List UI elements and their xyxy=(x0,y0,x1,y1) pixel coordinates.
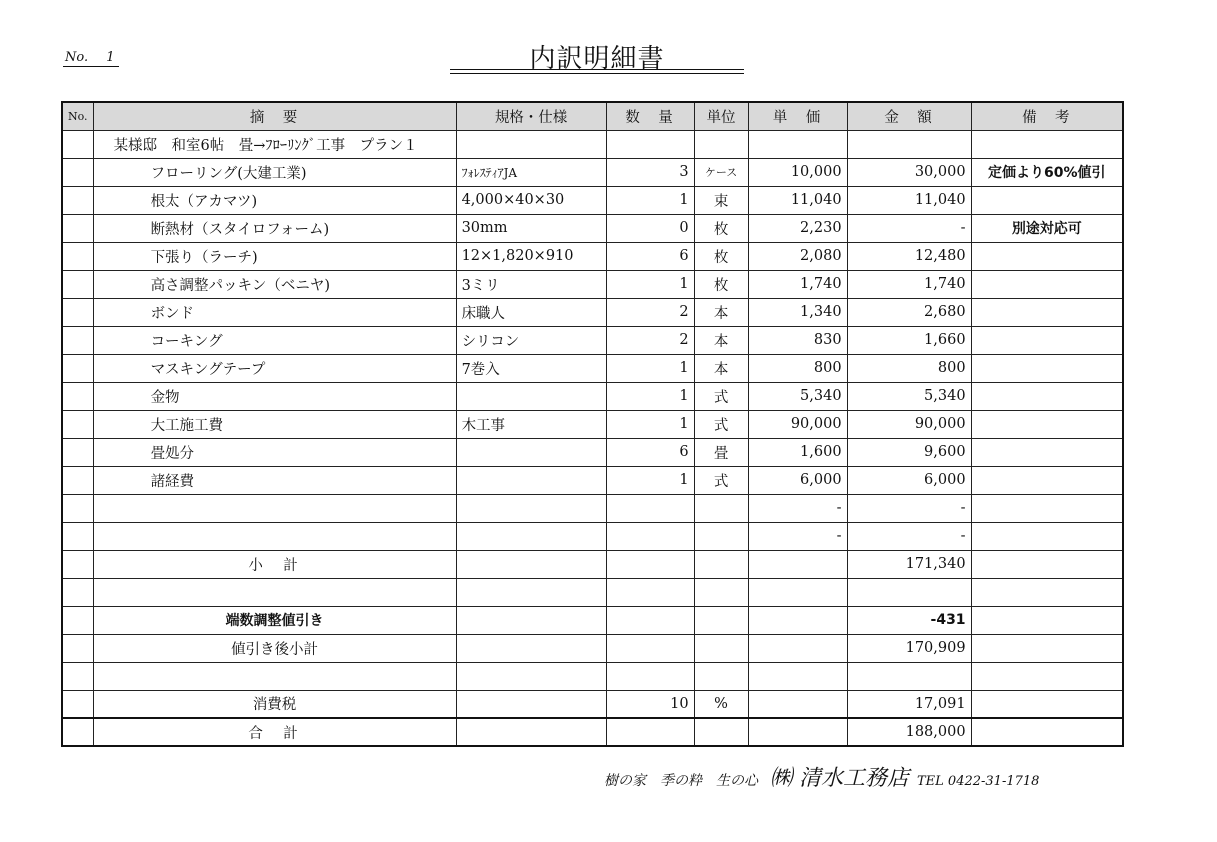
table-row xyxy=(62,410,1123,438)
item-quantity: 2 xyxy=(606,298,694,326)
item-unit-price: 10,000 xyxy=(748,158,847,186)
after-discount-amount: 170,909 xyxy=(847,634,971,662)
item-description xyxy=(93,494,456,522)
item-unit: 式 xyxy=(694,410,748,438)
item-unit-price: 11,040 xyxy=(748,186,847,214)
total-amount: 188,000 xyxy=(847,718,971,746)
item-unit xyxy=(694,522,748,550)
item-spec xyxy=(456,382,606,410)
item-description: ボンド xyxy=(93,298,456,326)
item-remarks xyxy=(971,298,1123,326)
col-header-unit-price: 単 価 xyxy=(748,102,847,130)
document-number-value: 1 xyxy=(106,50,115,65)
item-remarks: 定価より60%値引 xyxy=(971,158,1123,186)
tax-row xyxy=(62,690,1123,718)
document-number-label: No. xyxy=(65,50,89,65)
item-unit-price: 1,740 xyxy=(748,270,847,298)
item-description: マスキングテープ xyxy=(93,354,456,382)
table-row xyxy=(62,354,1123,382)
item-unit: 本 xyxy=(694,326,748,354)
item-amount: 11,040 xyxy=(847,186,971,214)
item-unit-price: - xyxy=(748,522,847,550)
item-quantity: 1 xyxy=(606,466,694,494)
item-unit-price: 2,230 xyxy=(748,214,847,242)
item-description: コーキング xyxy=(93,326,456,354)
item-spec: 3ミリ xyxy=(456,270,606,298)
blank-row xyxy=(62,578,1123,606)
item-quantity xyxy=(606,522,694,550)
item-quantity: 1 xyxy=(606,354,694,382)
item-unit-price: 90,000 xyxy=(748,410,847,438)
col-header-amount: 金 額 xyxy=(847,102,971,130)
table-row xyxy=(62,522,1123,550)
total-row xyxy=(62,718,1123,746)
table-row xyxy=(62,242,1123,270)
table-row xyxy=(62,158,1123,186)
item-amount: 1,660 xyxy=(847,326,971,354)
tax-label: 消費税 xyxy=(93,690,456,718)
table-row xyxy=(62,214,1123,242)
company-footer xyxy=(604,761,1039,792)
item-spec: 30mm xyxy=(456,214,606,242)
item-spec: 床職人 xyxy=(456,298,606,326)
item-remarks xyxy=(971,438,1123,466)
adjustment-row xyxy=(62,606,1123,634)
subtotal-amount: 171,340 xyxy=(847,550,971,578)
item-remarks xyxy=(971,270,1123,298)
col-header-spec: 規格・仕様 xyxy=(456,102,606,130)
item-unit-price: 800 xyxy=(748,354,847,382)
company-motto: 樹の家 季の粋 生の心 xyxy=(604,773,758,789)
item-description: 畳処分 xyxy=(93,438,456,466)
item-description: 断熱材（スタイロフォーム) xyxy=(93,214,456,242)
title-double-rule xyxy=(450,69,744,74)
total-label: 合 計 xyxy=(93,718,456,746)
col-header-unit: 単位 xyxy=(694,102,748,130)
item-amount: 12,480 xyxy=(847,242,971,270)
item-spec: シリコン xyxy=(456,326,606,354)
item-unit: 束 xyxy=(694,186,748,214)
item-unit: 枚 xyxy=(694,270,748,298)
item-amount: 800 xyxy=(847,354,971,382)
item-quantity: 1 xyxy=(606,186,694,214)
item-description: 高さ調整パッキン（ベニヤ) xyxy=(93,270,456,298)
adjustment-amount: -431 xyxy=(847,606,971,634)
item-spec: ﾌｫﾚｽﾃｨｱJA xyxy=(456,158,606,186)
item-description: 根太（アカマツ) xyxy=(93,186,456,214)
item-remarks xyxy=(971,410,1123,438)
item-amount: 6,000 xyxy=(847,466,971,494)
item-quantity: 6 xyxy=(606,242,694,270)
item-unit-price: 830 xyxy=(748,326,847,354)
item-quantity: 1 xyxy=(606,410,694,438)
item-spec xyxy=(456,466,606,494)
table-row xyxy=(62,186,1123,214)
item-remarks xyxy=(971,326,1123,354)
item-unit: 本 xyxy=(694,354,748,382)
col-header-remarks: 備 考 xyxy=(971,102,1123,130)
item-remarks: 別途対応可 xyxy=(971,214,1123,242)
item-unit: 式 xyxy=(694,466,748,494)
item-amount: 2,680 xyxy=(847,298,971,326)
item-amount: - xyxy=(847,522,971,550)
item-remarks xyxy=(971,522,1123,550)
company-name: ㈱ 清水工務店 xyxy=(770,766,909,791)
col-header-no: No. xyxy=(62,102,93,130)
item-unit-price: 1,600 xyxy=(748,438,847,466)
item-description: 大工施工費 xyxy=(93,410,456,438)
item-spec: 木工事 xyxy=(456,410,606,438)
item-unit-price: 5,340 xyxy=(748,382,847,410)
item-unit: 本 xyxy=(694,298,748,326)
item-remarks xyxy=(971,354,1123,382)
item-remarks xyxy=(971,494,1123,522)
table-row xyxy=(62,298,1123,326)
estimate-table xyxy=(61,101,1124,747)
item-amount: 5,340 xyxy=(847,382,971,410)
table-header-row xyxy=(62,102,1123,130)
item-unit-price: 1,340 xyxy=(748,298,847,326)
item-amount: 9,600 xyxy=(847,438,971,466)
item-unit: 枚 xyxy=(694,214,748,242)
item-remarks xyxy=(971,242,1123,270)
item-description xyxy=(93,522,456,550)
item-amount: 1,740 xyxy=(847,270,971,298)
item-unit: ケース xyxy=(694,158,748,186)
item-amount: - xyxy=(847,494,971,522)
item-quantity xyxy=(606,494,694,522)
tax-amount: 17,091 xyxy=(847,690,971,718)
item-unit-price: 6,000 xyxy=(748,466,847,494)
item-unit: 畳 xyxy=(694,438,748,466)
item-unit: 枚 xyxy=(694,242,748,270)
item-quantity: 6 xyxy=(606,438,694,466)
item-unit xyxy=(694,494,748,522)
col-header-description: 摘 要 xyxy=(93,102,456,130)
item-unit-price: 2,080 xyxy=(748,242,847,270)
item-spec xyxy=(456,494,606,522)
item-remarks xyxy=(971,186,1123,214)
col-header-quantity: 数 量 xyxy=(606,102,694,130)
subtotal-label: 小 計 xyxy=(93,550,456,578)
item-unit-price: - xyxy=(748,494,847,522)
table-row xyxy=(62,466,1123,494)
tax-unit: % xyxy=(694,690,748,718)
table-row xyxy=(62,382,1123,410)
page-title: 内訳明細書 xyxy=(529,44,665,74)
item-unit: 式 xyxy=(694,382,748,410)
item-amount: 30,000 xyxy=(847,158,971,186)
tax-rate: 10 xyxy=(606,690,694,718)
item-remarks xyxy=(971,382,1123,410)
item-spec: 12×1,820×910 xyxy=(456,242,606,270)
item-description: 下張り（ラーチ) xyxy=(93,242,456,270)
document-number xyxy=(63,50,119,67)
item-description: 金物 xyxy=(93,382,456,410)
item-remarks xyxy=(971,466,1123,494)
subtotal-row xyxy=(62,550,1123,578)
blank-row xyxy=(62,662,1123,690)
item-quantity: 2 xyxy=(606,326,694,354)
item-spec: 7巻入 xyxy=(456,354,606,382)
table-row xyxy=(62,438,1123,466)
item-amount: - xyxy=(847,214,971,242)
table-row xyxy=(62,270,1123,298)
item-spec xyxy=(456,438,606,466)
item-quantity: 0 xyxy=(606,214,694,242)
table-row xyxy=(62,494,1123,522)
adjustment-label: 端数調整値引き xyxy=(93,606,456,634)
item-quantity: 3 xyxy=(606,158,694,186)
project-title: 某様邸 和室6帖 畳→ﾌﾛｰﾘﾝｸﾞ工事 プラン１ xyxy=(93,130,456,158)
item-spec xyxy=(456,522,606,550)
item-quantity: 1 xyxy=(606,382,694,410)
item-description: フローリング(大建工業) xyxy=(93,158,456,186)
company-phone: TEL 0422-31-1718 xyxy=(917,774,1040,789)
after-discount-label: 値引き後小計 xyxy=(93,634,456,662)
item-spec: 4,000×40×30 xyxy=(456,186,606,214)
project-title-row xyxy=(62,130,1123,158)
item-quantity: 1 xyxy=(606,270,694,298)
table-row xyxy=(62,326,1123,354)
item-amount: 90,000 xyxy=(847,410,971,438)
after-discount-row xyxy=(62,634,1123,662)
item-description: 諸経費 xyxy=(93,466,456,494)
